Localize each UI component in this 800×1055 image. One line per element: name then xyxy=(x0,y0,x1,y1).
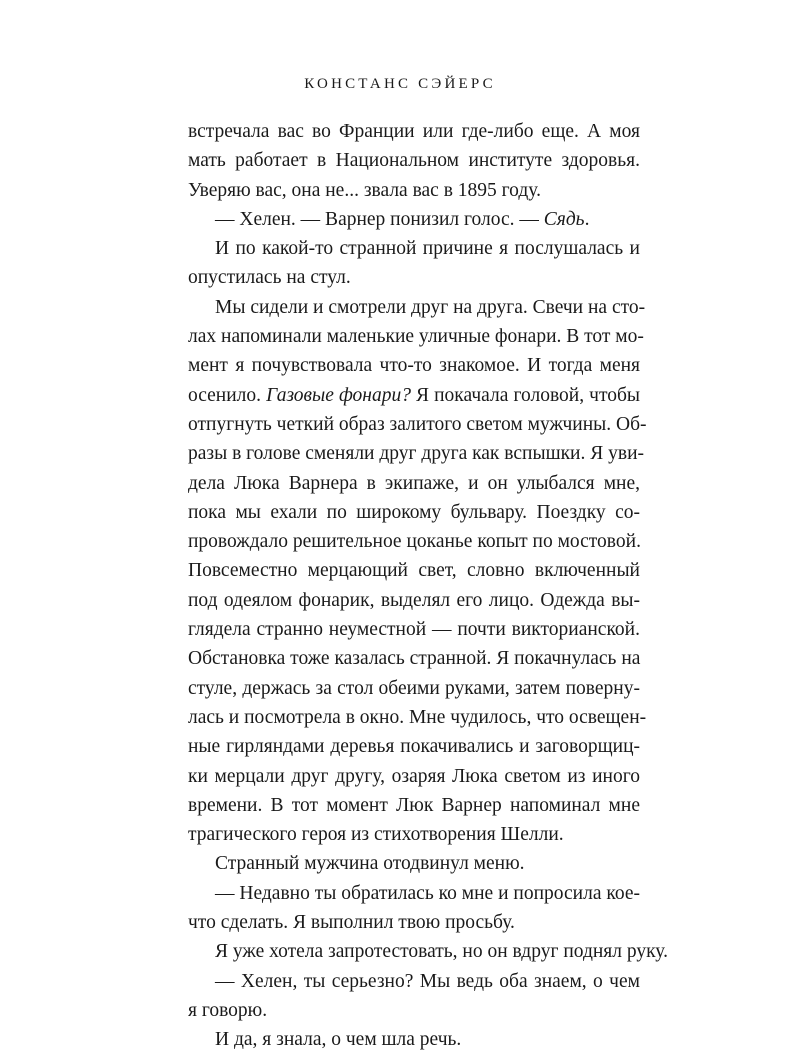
text-line: времени. В тот момент Люк Варнер напоминал мне xyxy=(188,794,640,816)
italic-text: Сядь xyxy=(543,208,585,230)
paragraph xyxy=(188,937,668,966)
text-line: я говорю. xyxy=(188,999,268,1021)
text-line: глядела странно неуместной — почти викторианской. xyxy=(188,619,640,641)
text-line: ки мерцали друг другу, озаряя Люка светом из иного xyxy=(188,765,640,787)
text-line: провождало решительное цоканье копыт по мостовой. xyxy=(188,531,641,553)
text-line: опустилась на стул. xyxy=(188,267,351,289)
paragraph xyxy=(188,879,640,938)
paragraph xyxy=(188,849,640,878)
paragraph xyxy=(188,205,640,234)
text-line: лах напоминали маленькие уличные фонари. В тот мо- xyxy=(188,326,644,348)
paragraph xyxy=(188,293,647,850)
text-line: Уверяю вас, она не... звала вас в 1895 году. xyxy=(188,179,541,201)
text-line: ные гирляндами деревья покачивались и заговорщиц- xyxy=(188,736,640,758)
text-line: пока мы ехали по широкому бульвару. Поездку со- xyxy=(188,501,640,523)
paragraph xyxy=(188,967,640,1026)
body-text xyxy=(188,117,668,1055)
text-line: стуле, держась за стол обеими руками, затем поверну- xyxy=(188,677,640,699)
text-line: Обстановка тоже казалась странной. Я покачнулась на xyxy=(188,648,641,670)
text-line: отпугнуть четкий образ залитого светом мужчины. Об- xyxy=(188,413,647,435)
text-line: Странный мужчина отодвинул меню. xyxy=(215,853,525,875)
paragraph xyxy=(188,1025,640,1054)
text-line: — Хелен. — Варнер понизил голос. — Сядь. xyxy=(215,208,590,230)
italic-text: Газовые фонари? xyxy=(266,384,411,406)
text-line: лась и посмотрела в окно. Мне чудилось, что освещен- xyxy=(188,706,647,728)
text-line: под одеялом фонарик, выделял его лицо. Одежда вы- xyxy=(188,589,640,611)
paragraph xyxy=(188,234,640,293)
text-line: Я уже хотела запротестовать, но он вдруг поднял руку. xyxy=(215,941,668,963)
text-line: Мы сидели и смотрели друг на друга. Свечи на сто- xyxy=(215,296,646,318)
running-head: КОНСТАНС СЭЙЕРС xyxy=(304,76,496,92)
text-line: И по какой-то странной причине я послушалась и xyxy=(215,238,640,260)
text-line: И да, я знала, о чем шла речь. xyxy=(215,1029,462,1051)
text-line: мент я почувствовала что-то знакомое. И тогда меня xyxy=(188,355,640,377)
text-line: что сделать. Я выполнил твою просьбу. xyxy=(188,912,515,934)
paragraph xyxy=(188,117,640,205)
text-line: мать работает в Национальном институте здоровья. xyxy=(188,150,640,172)
text-line: Повсеместно мерцающий свет, словно включенный xyxy=(188,560,640,582)
text-line: разы в голове сменяли друг друга как вспышки. Я уви- xyxy=(188,443,645,465)
text-line: встречала вас во Франции или где-либо еще. А моя xyxy=(188,121,640,142)
text-line: — Недавно ты обратилась ко мне и попросила кое- xyxy=(215,882,640,904)
text-line: — Хелен, ты серьезно? Мы ведь оба знаем, о чем xyxy=(215,970,640,992)
text-line: трагического героя из стихотворения Шелли. xyxy=(188,824,564,846)
text-line: дела Люка Варнера в экипаже, и он улыбался мне, xyxy=(188,472,640,494)
text-line: осенило. Газовые фонари? Я покачала головой, чтобы xyxy=(188,384,641,406)
